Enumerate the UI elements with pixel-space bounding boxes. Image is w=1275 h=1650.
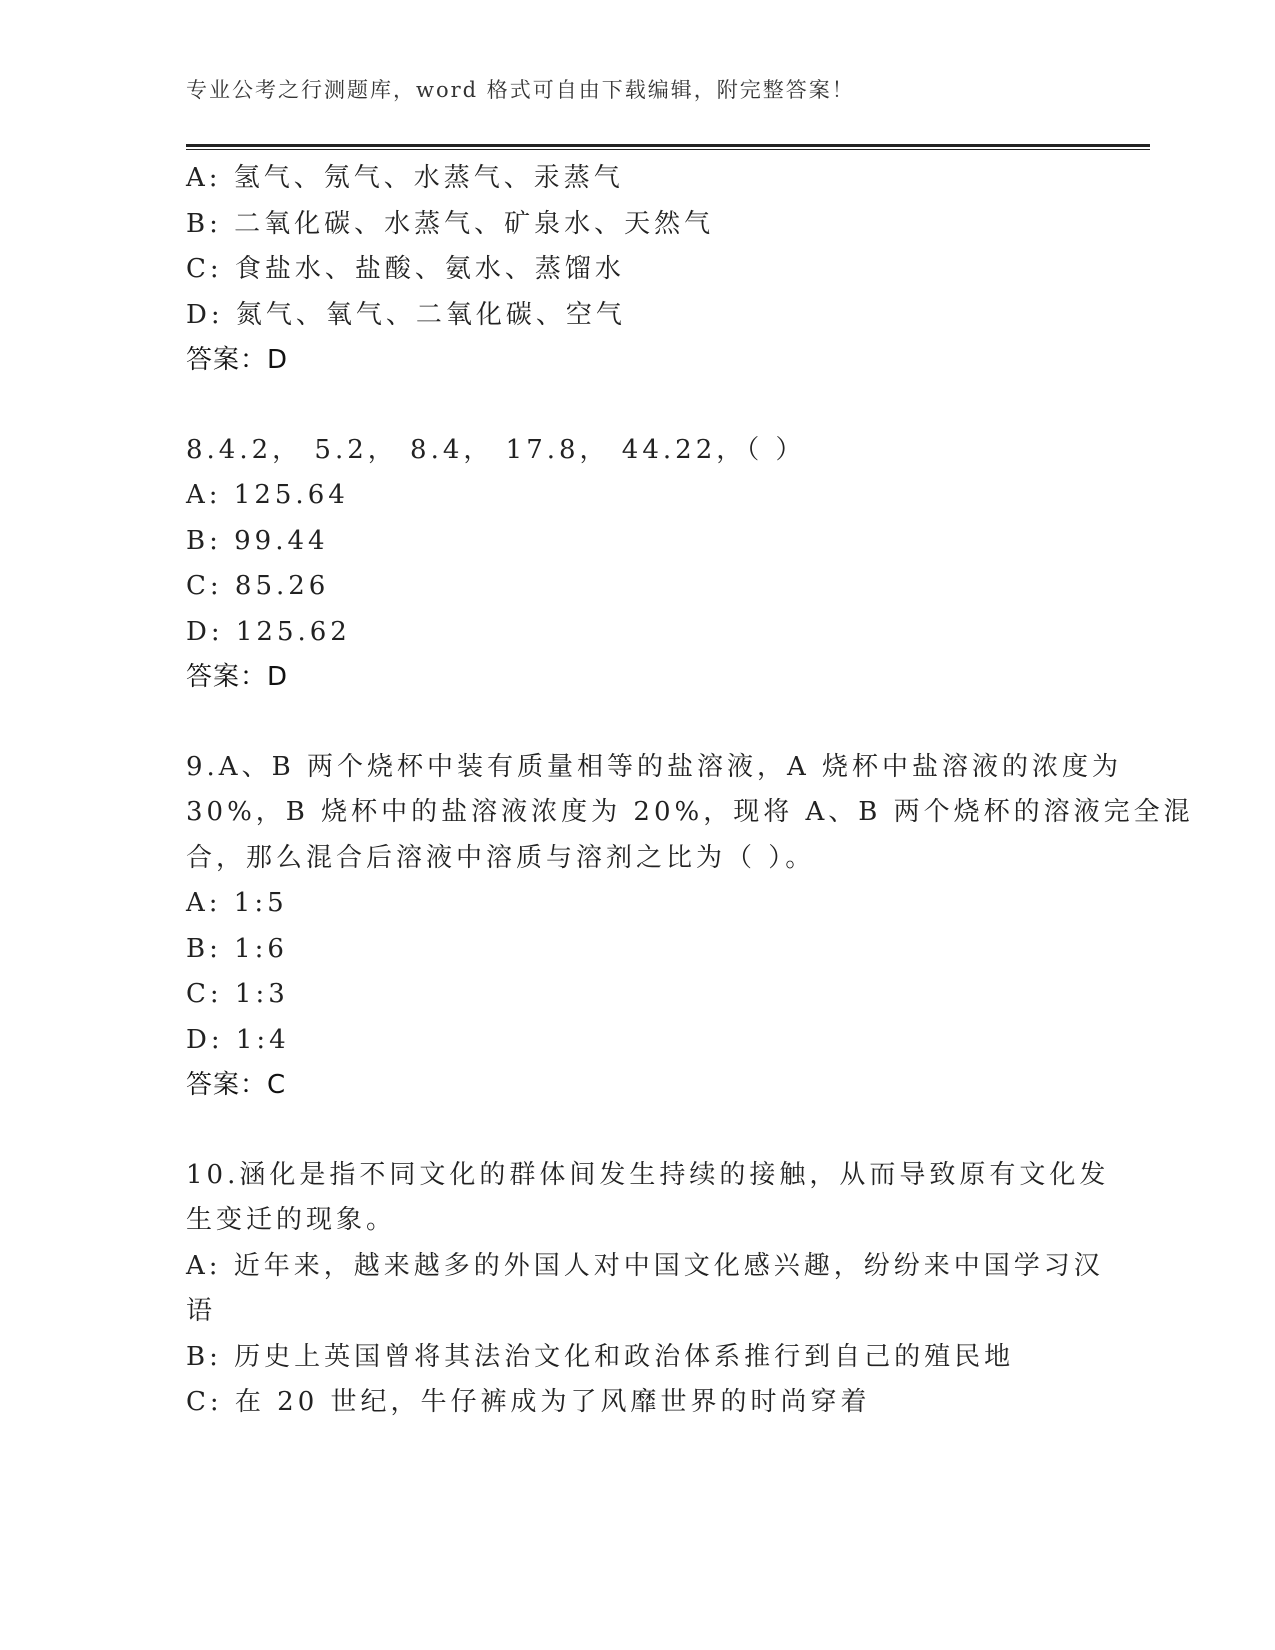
question-stem: 合，那么混合后溶液中溶质与溶剂之比为（ ）。 <box>186 842 816 873</box>
question-block <box>186 428 1086 701</box>
answer-line: 答案：D <box>186 345 289 375</box>
page-header: 专业公考之行测题库，word 格式可自由下载编辑，附完整答案！ <box>186 78 855 102</box>
option-a: A: 1:5 <box>186 888 288 918</box>
option-c: C: 85.26 <box>186 571 330 601</box>
question-stem: 10.涵化是指不同文化的群体间发生持续的接触，从而导致原有文化发 <box>186 1159 1110 1190</box>
option-b: B: 历史上英国曾将其法治文化和政治体系推行到自己的殖民地 <box>186 1341 1015 1372</box>
question-stem: 30%，B 烧杯中的盐溶液浓度为 20%，现将 A、B 两个烧杯的溶液完全混 <box>186 797 1194 827</box>
question-content <box>186 156 1194 1426</box>
option-a: A: 125.64 <box>186 480 349 510</box>
question-block <box>186 156 1086 384</box>
header-rule-thin <box>186 149 1150 150</box>
question-stem: 9.A、B 两个烧杯中装有质量相等的盐溶液，A 烧杯中盐溶液的浓度为 <box>186 751 1122 782</box>
option-b: B: 1:6 <box>186 933 288 964</box>
option-d: D: 1:4 <box>186 1024 290 1055</box>
option-a: A: 近年来，越来越多的外国人对中国文化感兴趣，纷纷来中国学习汉 <box>186 1250 1104 1281</box>
question-stem: 生变迁的现象。 <box>186 1205 397 1235</box>
option-a-continued: 语 <box>186 1296 217 1326</box>
answer-line: 答案：C <box>186 1070 287 1100</box>
question-block <box>186 745 1194 1109</box>
option-c: C: 在 20 世纪，牛仔裤成为了风靡世界的时尚穿着 <box>186 1387 871 1417</box>
option-a: A: 氢气、氖气、水蒸气、汞蒸气 <box>186 163 624 193</box>
option-c: C: 食盐水、盐酸、氨水、蒸馏水 <box>186 254 625 284</box>
question-stem: 8.4.2， 5.2， 8.4， 17.8， 44.22，（ ） <box>186 434 806 465</box>
header-rule-thick <box>186 144 1150 147</box>
option-c: C: 1:3 <box>186 979 289 1009</box>
option-b: B: 99.44 <box>186 525 329 556</box>
option-b: B: 二氧化碳、水蒸气、矿泉水、天然气 <box>186 208 715 239</box>
option-d: D: 125.62 <box>186 616 351 647</box>
answer-line: 答案：D <box>186 662 289 692</box>
question-block <box>186 1153 1110 1426</box>
option-d: D: 氮气、氧气、二氧化碳、空气 <box>186 299 626 330</box>
